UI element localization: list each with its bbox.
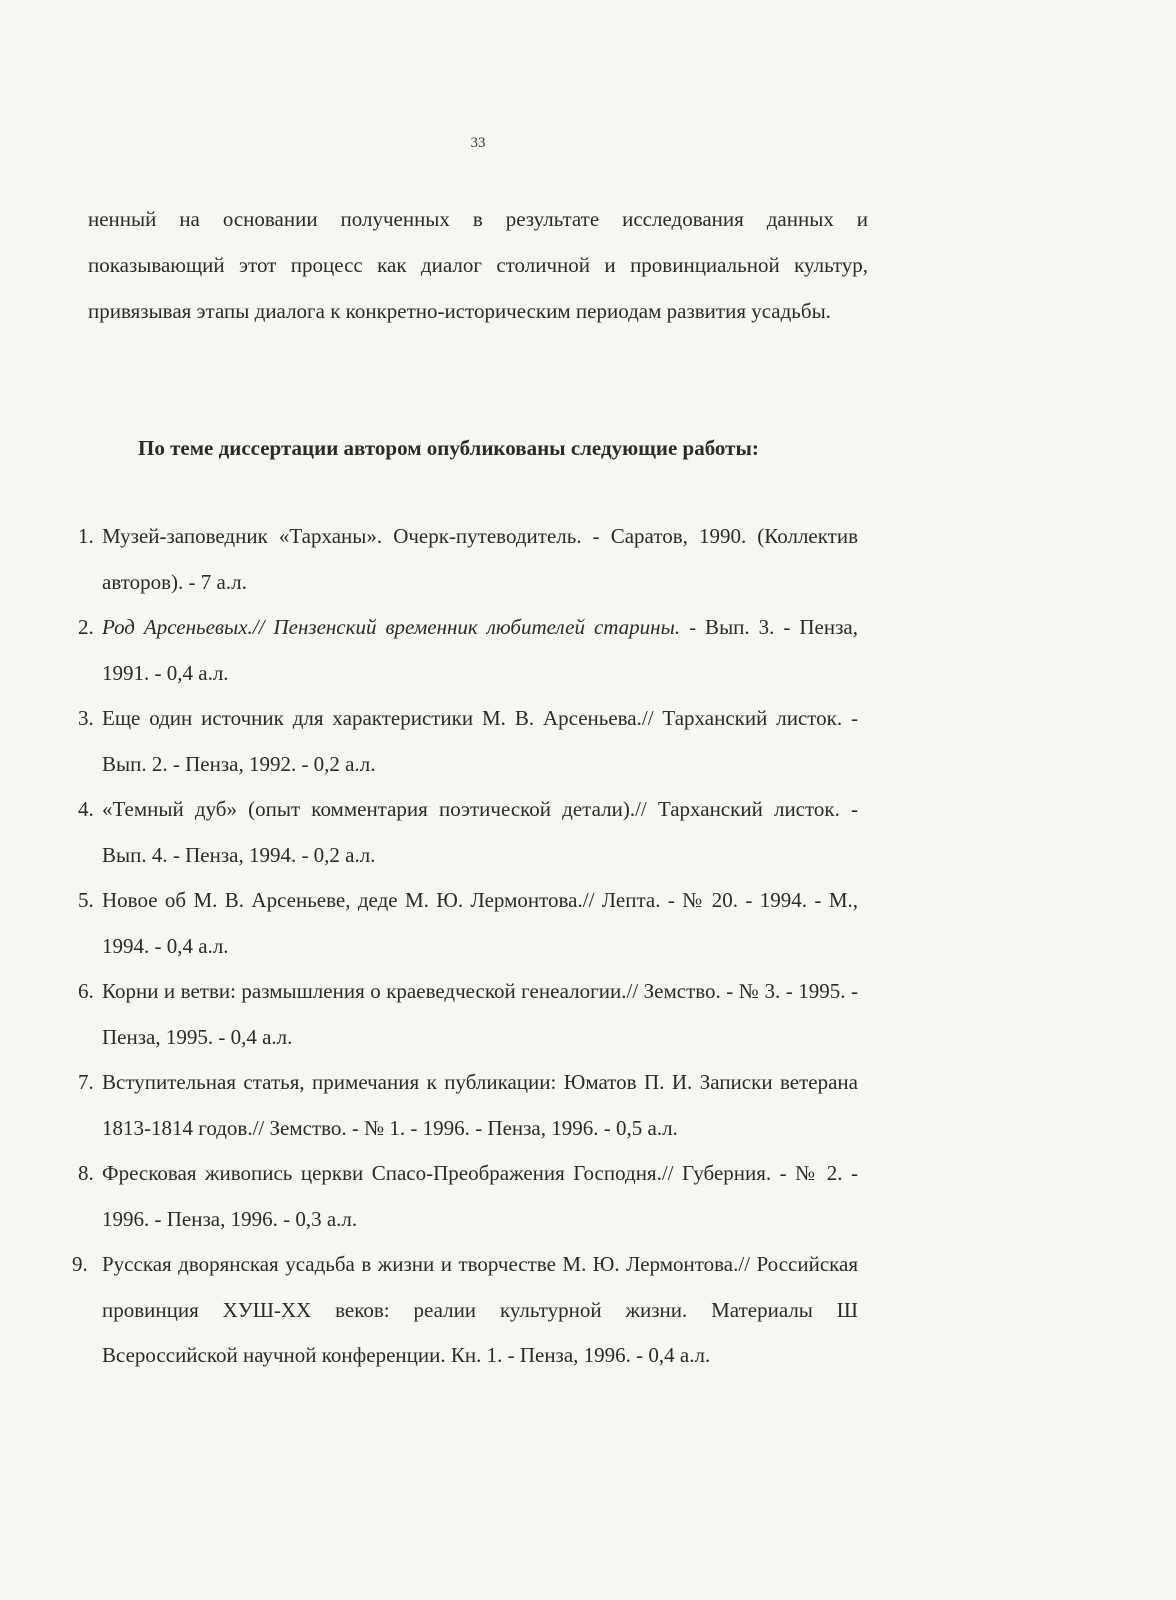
publication-text: Фресковая живопись церкви Спасо-Преображения Господня.// Губерния. - № 2. - 1996. - Пенза, 1996. - 0,3 а.л.: [102, 1161, 858, 1231]
publication-item: [72, 1242, 858, 1379]
publication-number: 3.: [78, 706, 94, 730]
publication-item: [72, 514, 858, 605]
publication-item: [72, 696, 858, 787]
publication-item: [72, 878, 858, 969]
publication-italic-title: Род Арсеньевых.// Пензенский временник любителей старины.: [102, 615, 681, 639]
publication-item: [72, 605, 858, 696]
publication-text: «Темный дуб» (опыт комментария поэтической детали).// Тарханский листок. - Вып. 4. - Пенза, 1994. - 0,2 а.л.: [102, 797, 858, 867]
publication-text: Русская дворянская усадьба в жизни и творчестве М. Ю. Лермонтова.// Российская провинция ХУШ-ХХ веков: реалии культурной жизни. Материалы Ш Всероссийской научной конференции. Кн. 1. - Пенза, 1996. - 0,4 а.л.: [102, 1252, 858, 1367]
publication-number: 7.: [78, 1070, 94, 1094]
publication-number: 1.: [78, 524, 94, 548]
publication-number: 5.: [78, 888, 94, 912]
intro-paragraph: ненный на основании полученных в результате исследования данных и показывающий этот процесс как диалог столичной и провинциальной культур, привязывая этапы диалога к конкретно-историческим периодам развития усадьбы.: [88, 207, 868, 323]
publication-item: [72, 1060, 858, 1151]
publication-number: 2.: [78, 615, 94, 639]
publication-item: [72, 969, 858, 1060]
publication-text: Корни и ветви: размышления о краеведческой генеалогии.// Земство. - № 3. - 1995. - Пенза, 1995. - 0,4 а.л.: [102, 979, 858, 1049]
publication-text: Еще один источник для характеристики М. В. Арсеньева.// Тарханский листок. - Вып. 2. - Пенза, 1992. - 0,2 а.л.: [102, 706, 858, 776]
publication-text: Вступительная статья, примечания к публикации: Юматов П. И. Записки ветерана 1813-1814 годов.// Земство. - № 1. - 1996. - Пенза, 1996. - 0,5 а.л.: [102, 1070, 858, 1140]
publication-text: Музей-заповедник «Тарханы». Очерк-путеводитель. - Саратов, 1990. (Коллектив авторов). - 7 а.л.: [102, 524, 858, 594]
publication-text: - Вып. 3. - Пенза, 1991. - 0,4 а.л.: [102, 615, 858, 685]
publication-item: [72, 1151, 858, 1242]
publication-number: 8.: [78, 1161, 94, 1185]
page-number: 33: [470, 135, 486, 151]
publication-number: 9.: [72, 1252, 88, 1276]
publication-number: 6.: [78, 979, 94, 1003]
publication-text: Новое об М. В. Арсеньеве, деде М. Ю. Лермонтова.// Лепта. - № 20. - 1994. - М., 1994. - 0,4 а.л.: [102, 888, 858, 958]
publication-item: [72, 787, 858, 878]
publications-heading: По теме диссертации автором опубликованы следующие работы:: [138, 436, 759, 460]
publication-number: 4.: [78, 797, 94, 821]
publication-list: [72, 514, 858, 1379]
